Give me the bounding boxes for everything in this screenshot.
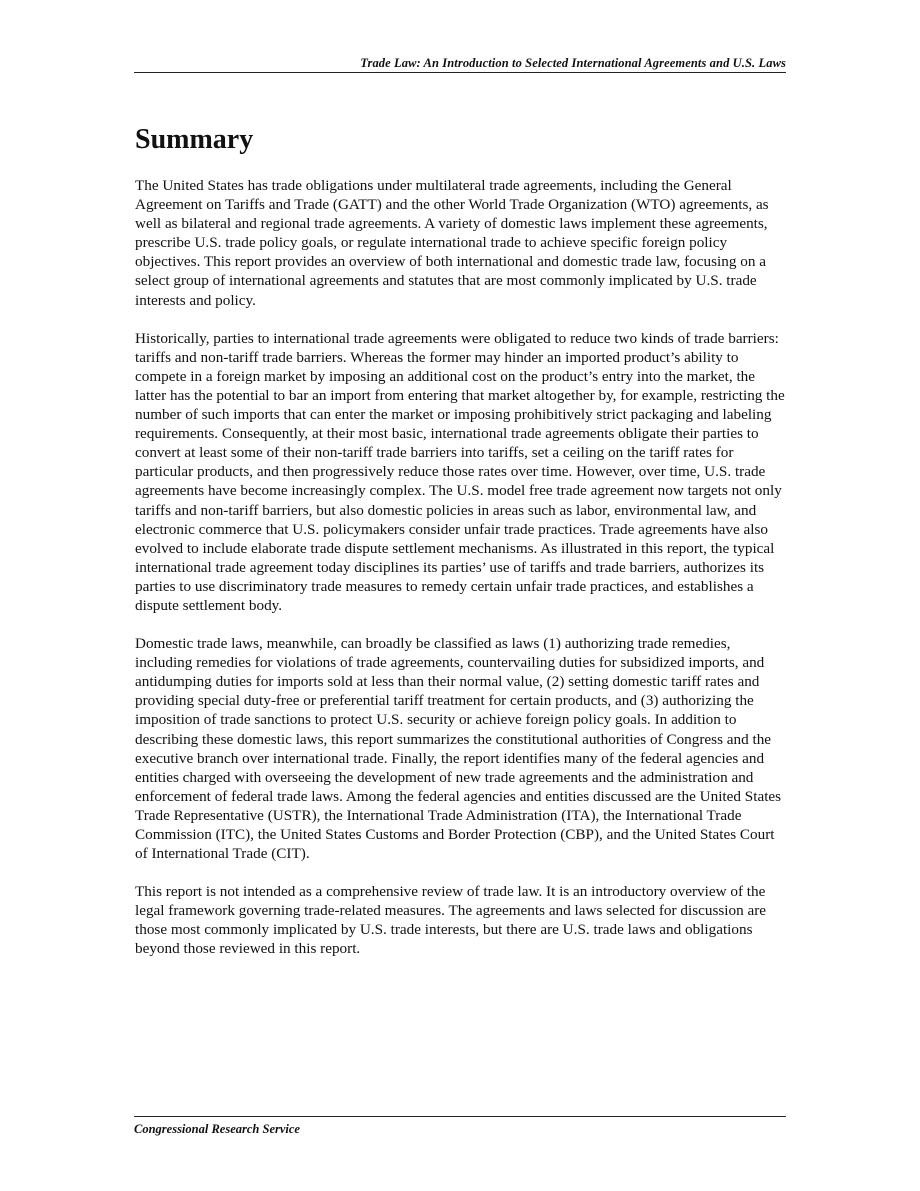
running-header: Trade Law: An Introduction to Selected International Agreements and U.S. Laws [134,56,786,73]
paragraph: Domestic trade laws, meanwhile, can broadly be classified as laws (1) authorizing trade remedies, including remedies for violations of trade agreements, countervailing duties for subsidized imports, and antidumping duties for imports sold at less than their normal value, (2) setting domestic tariff rates and providing special duty-free or preferential tariff treatment for certain products, and (3) authorizing the imposition of trade sanctions to protect U.S. security or achieve foreign policy goals. In addition to describing these domestic laws, this report summarizes the constitutional authorities of Congress and the executive branch over international trade. Finally, the report identifies many of the federal agencies and entities charged with overseeing the development of new trade agreements and the administration and enforcement of federal trade laws. Among the federal agencies and entities discussed are the United States Trade Representative (USTR), the International Trade Administration (ITA), the International Trade Commission (ITC), the United States Customs and Border Protection (CBP), and the United States Court of International Trade (CIT). [135,635,782,863]
summary-body [135,176,787,978]
paragraph: This report is not intended as a comprehensive review of trade law. It is an introductory overview of the legal framework governing trade-related measures. The agreements and laws selected for discussion are those most commonly implicated by U.S. trade interests, but there are U.S. trade laws and obligations beyond those reviewed in this report. [135,883,767,958]
paragraph: The United States has trade obligations under multilateral trade agreements, including the General Agreement on Tariffs and Trade (GATT) and the other World Trade Organization (WTO) agreements, as well as bilateral and regional trade agreements. A variety of domestic laws implement these agreements, prescribe U.S. trade policy goals, or regulate international trade to achieve specific foreign policy objectives. This report provides an overview of both international and domestic trade law, focusing on a select group of international agreements and statutes that are most commonly implicated by U.S. trade interests and policy. [135,177,769,309]
paragraph: Historically, parties to international trade agreements were obligated to reduce two kinds of trade barriers: tariffs and non-tariff trade barriers. Whereas the former may hinder an imported product’s ability to compete in a foreign market by imposing an additional cost on the product’s entry into the market, the latter has the potential to bar an import from entering that market altogether by, for example, restricting the number of such imports that can enter the market or imposing prohibitively strict packaging and labeling requirements. Consequently, at their most basic, international trade agreements obligate their parties to convert at least some of their non-tariff trade barriers into tariffs, set a ceiling on the tariff rates for particular products, and then progressively reduce those rates over time. However, over time, U.S. trade agreements have become increasingly complex. The U.S. model free trade agreement now targets not only tariffs and non-tariff barriers, but also domestic policies in areas such as labor, environmental law, and electronic commerce that U.S. policymakers consider unfair trade practices. Trade agreements have also evolved to include elaborate trade dispute settlement mechanisms. As illustrated in this report, the typical international trade agreement today disciplines its parties’ use of tariffs and trade barriers, authorizes its parties to use discriminatory trade measures to remedy certain unfair trade practices, and establishes a dispute settlement body. [135,329,785,614]
page-title: Summary [135,124,254,155]
running-footer: Congressional Research Service [134,1116,786,1137]
